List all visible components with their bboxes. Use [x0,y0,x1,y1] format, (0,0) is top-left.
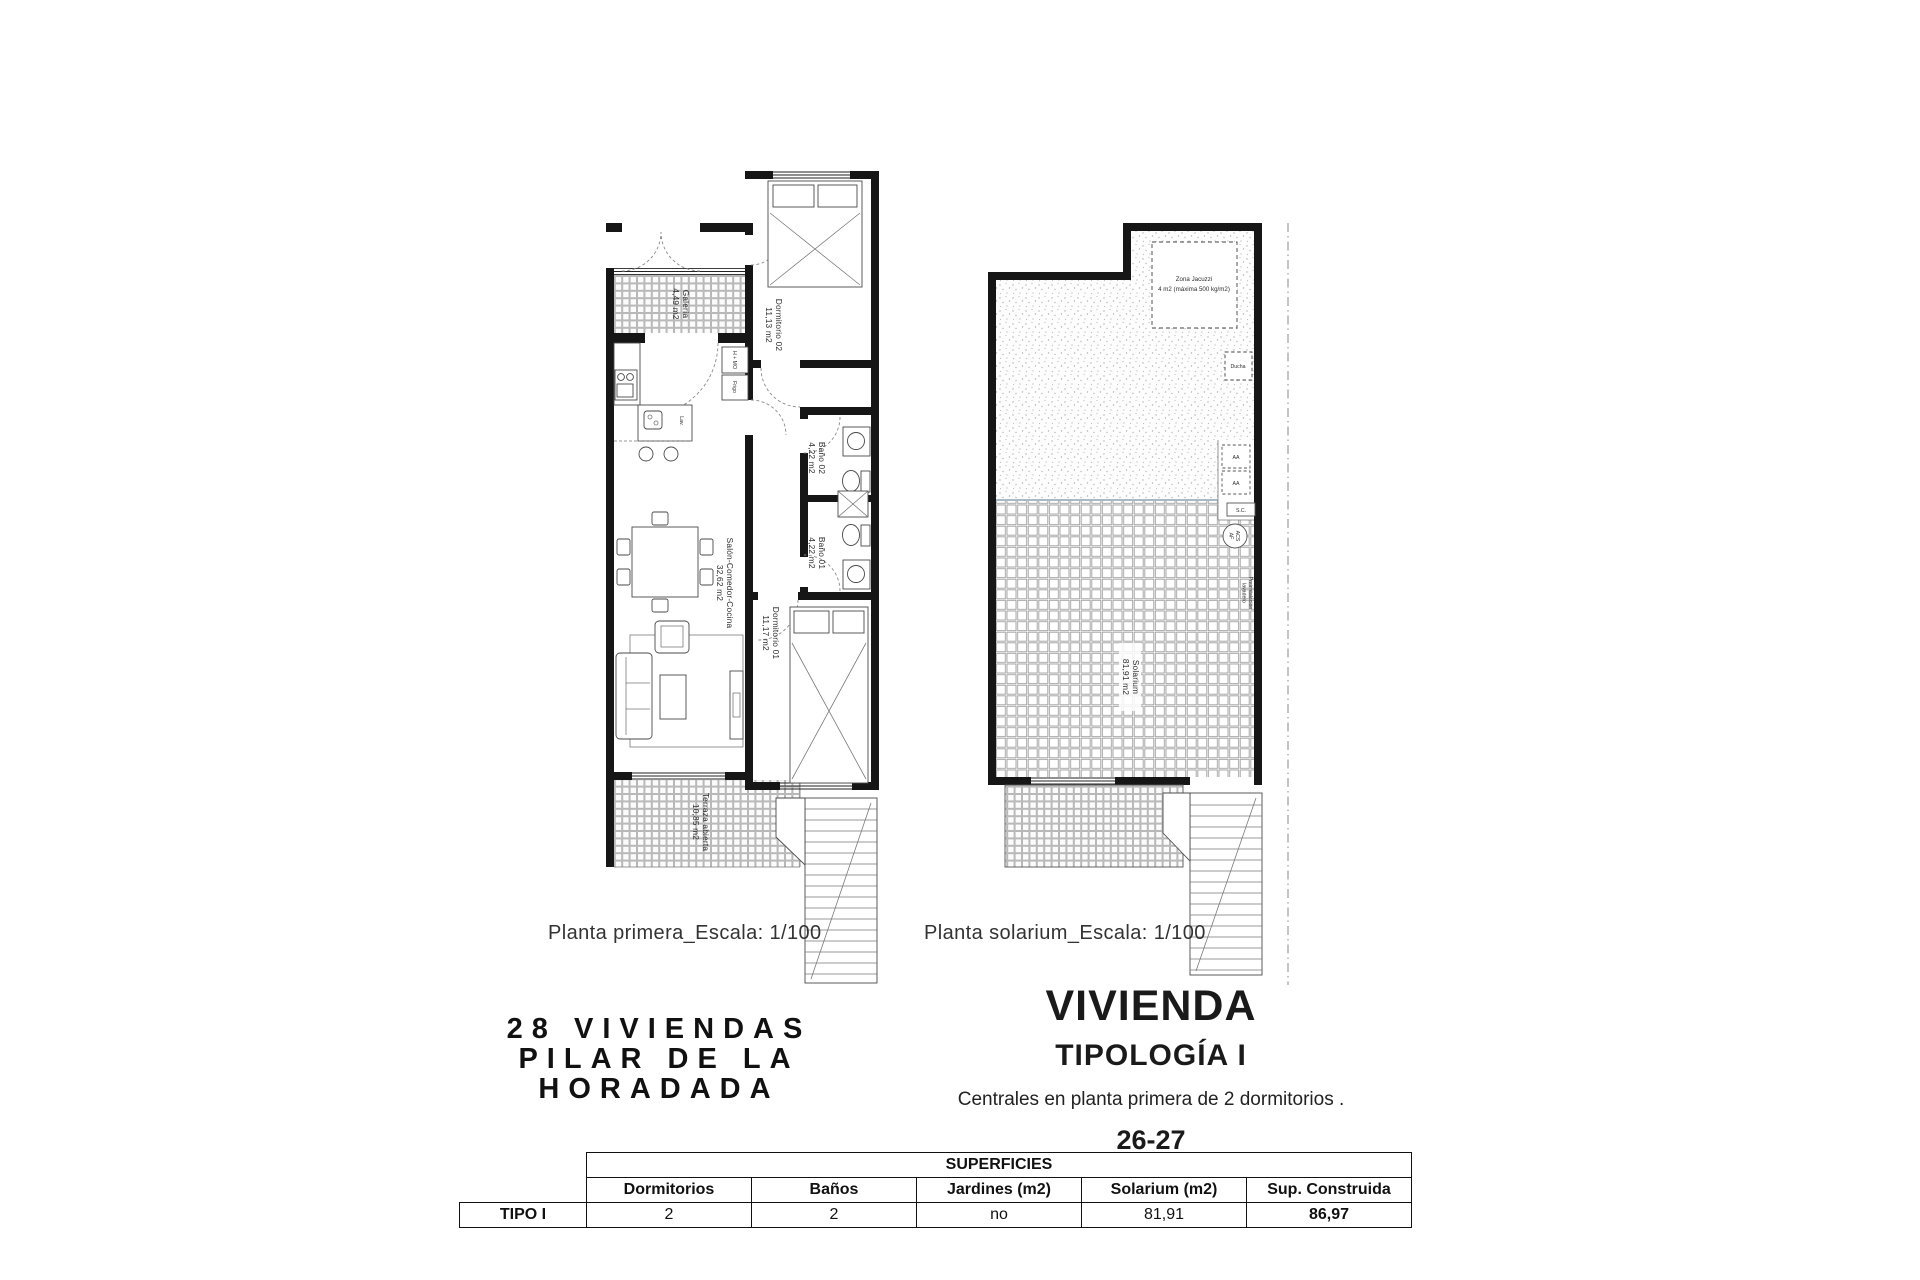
shower-zone [1225,352,1252,380]
sofa [616,653,652,739]
col-banos: Baños [752,1178,917,1203]
typology-title: VIVIENDA [1045,982,1257,1030]
jacuzzi-zone [1152,242,1237,328]
bed-dorm02 [768,181,862,287]
sink-bano01 [848,566,865,583]
col-jardines: Jardines (m2) [917,1178,1082,1203]
floor-plan-primera [600,165,890,995]
sink-bano02 [848,433,865,450]
acs-label2: AF [1227,532,1234,540]
windows-solarium [1031,778,1115,784]
dorm01-label: Dormitorio 01 [771,606,781,660]
bed-dorm01 [790,607,868,783]
galeria-label: Galería [681,289,691,319]
bano01-area: 4,22 m2 [807,537,817,569]
solarium-area: 81,91 m2 [1121,658,1131,696]
acs-label: ACS [1234,530,1240,542]
typology-description: Centrales en planta primera de 2 dormitorios . [957,1089,1345,1110]
bathroom-fixtures [838,427,870,589]
jacuzzi-label: Zona Jacuzzi [1175,276,1213,283]
wc-bano01 [861,525,870,546]
terraza-area: 10,85 m2 [691,803,701,841]
coffee-table [660,675,686,719]
staircase-solarium [1163,793,1262,975]
terraza-label: Terraza abierta [701,792,711,852]
solarium-label: Solarium [1131,659,1141,695]
dorm02-label: Dormitorio 02 [774,298,784,352]
project-line-2: PILAR DE LA [518,1043,800,1075]
dining-table [632,527,698,597]
aa2-label: AA [1232,481,1240,487]
bano02-label: Baño 02 [817,441,827,475]
unit-numbers: 26-27 [1116,1125,1186,1155]
typology-subtitle: TIPOLOGÍA I [1055,1039,1247,1072]
jacuzzi-spec: 4 m2 (máxima 500 kg/m2) [1158,286,1230,293]
frigo-label: Frigo [731,381,737,393]
empty-cell [460,1178,587,1203]
tv-bench [730,671,743,739]
ducha-label: Ducha [1230,364,1246,370]
table-title: SUPERFICIES [587,1153,1412,1178]
dorm01-area: 11,17 m2 [761,615,771,651]
salon-label: Salón-Comedor-Cocina [725,537,735,629]
floor-plan-solarium [985,165,1295,995]
hmo-label: H + MO [731,350,737,370]
living-dining [616,512,743,747]
galeria-area: 4,49 m2 [671,288,681,320]
dorm02-area: 11,13 m2 [764,307,774,343]
salon-area: 32,62 m2 [715,564,725,602]
caption-planta-solarium: Planta solarium_Escala: 1/100 [924,922,1206,944]
value-sup-construida: 86,97 [1247,1203,1412,1228]
col-dormitorios: Dormitorios [587,1178,752,1203]
bano02-area: 4,22 m2 [807,442,817,474]
empty-cell [460,1153,587,1178]
table-row [460,1153,1412,1178]
aa1-label: AA [1232,455,1240,461]
table-row [460,1203,1412,1228]
preinstall-label: Preinstalación [1247,576,1253,610]
sc-label: S.C. [1235,508,1247,514]
lower-terrace [1005,785,1183,867]
preinstall-label2: lavadero [1240,583,1247,603]
row-label-tipo: TIPO I [460,1203,587,1228]
superficies-table [459,1152,1412,1228]
lav-label: Lav. [678,416,684,426]
col-solarium: Solarium (m2) [1082,1178,1247,1203]
typology-block [951,982,1351,1156]
wc-bano02 [861,471,870,492]
value-solarium: 81,91 [1082,1203,1247,1228]
staircase [776,798,877,983]
value-banos: 2 [752,1203,917,1228]
project-title [449,1014,869,1104]
kitchen [614,343,748,461]
stool [664,447,678,461]
project-line-1: 28 VIVIENDAS [506,1013,812,1045]
bano01-label: Baño 01 [817,536,827,570]
table-row [460,1178,1412,1203]
stool [639,447,653,461]
caption-planta-primera: Planta primera_Escala: 1/100 [548,922,822,944]
project-line-3: HORADADA [538,1073,780,1105]
solarium-label-group [1119,643,1141,711]
solarium-tiles [996,501,1254,777]
col-sup-construida: Sup. Construida [1247,1178,1412,1203]
value-jardines: no [917,1203,1082,1228]
value-dormitorios: 2 [587,1203,752,1228]
